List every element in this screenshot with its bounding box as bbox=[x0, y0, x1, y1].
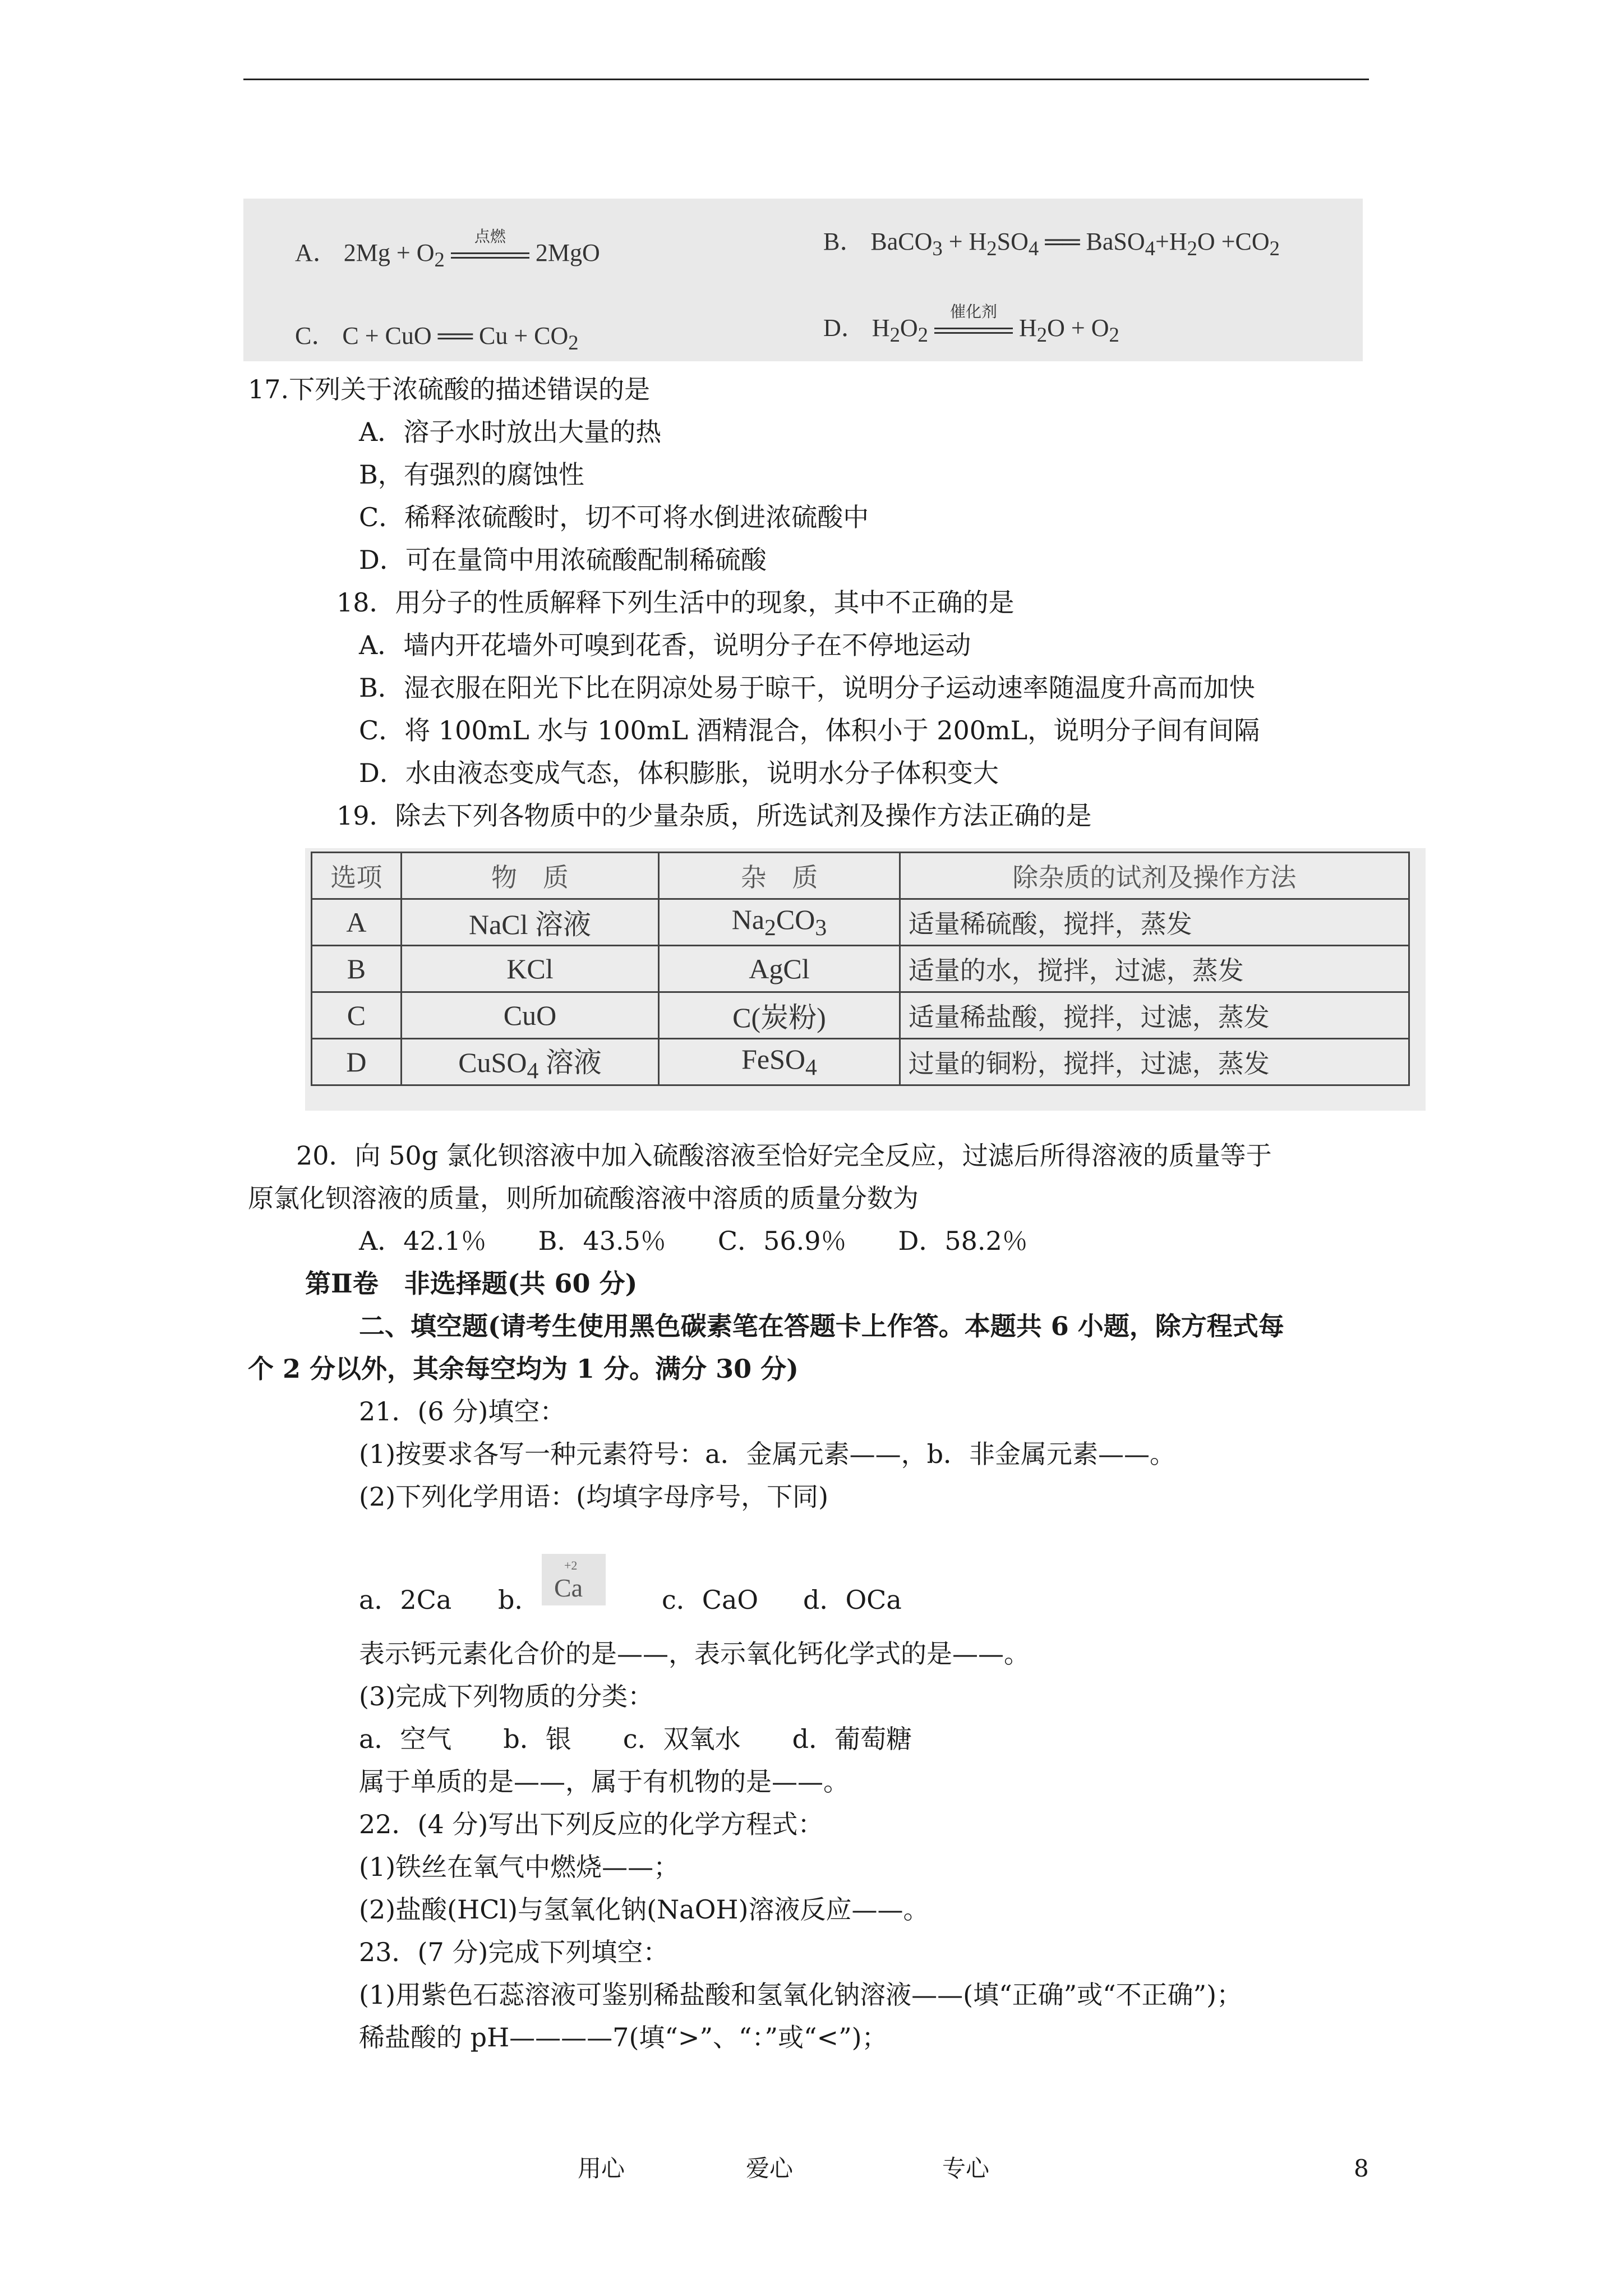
equation-b: B． BaCO$_3$ + $H_2SO_4$ ══ $BaSO_4+H_2O +CO_2$ bbox=[823, 228, 1280, 260]
q21-stem: 21．(6 分)填空： bbox=[359, 1396, 566, 1427]
equation-c: C． C + CuO ══ $Cu + CO_2$ bbox=[295, 322, 579, 354]
q21-option-d: d．OCa bbox=[803, 1585, 902, 1615]
table-cell: 适量稀硫酸，搅拌，蒸发 bbox=[900, 899, 1409, 946]
equation-options-image bbox=[243, 199, 1363, 361]
q20-options: A．42.1％ B．43.5％ C．56.9％ D．58.2％ bbox=[359, 1226, 1028, 1256]
q18-option-d: D．水由液态变成气态，体积膨胀，说明水分子体积变大 bbox=[359, 758, 999, 788]
section-instructions-line1: 二、填空题(请考生使用黑色碳素笔在答题卡上作答。本题共 6 小题，除方程式每 bbox=[359, 1311, 1284, 1341]
equation-c-text: C + CuO ══ $Cu + CO_2$ bbox=[342, 322, 579, 354]
equation-d: D． $H_2O_2$ 催化剂 $H_2O + O_2$ bbox=[823, 307, 1119, 347]
equation-a: A． $2Mg + O_2$ 点燃 2MgO bbox=[295, 232, 600, 272]
q21-part3: (3)完成下列物质的分类： bbox=[359, 1681, 654, 1711]
table-header-cell: 物 质 bbox=[401, 853, 658, 899]
table-cell: AgCl bbox=[659, 946, 900, 992]
q19-table-image bbox=[305, 848, 1426, 1111]
footer-word-2: 爱心 bbox=[746, 2155, 794, 2182]
q21-part3-answer: 属于单质的是——，属于有机物的是——。 bbox=[359, 1766, 849, 1797]
q20-line2: 原氯化钡溶液的质量，则所加硫酸溶液中溶质的质量分数为 bbox=[248, 1183, 919, 1213]
q21-option-c: c．CaO bbox=[662, 1585, 759, 1615]
header-rule bbox=[243, 79, 1369, 80]
q22-stem: 22．(4 分)写出下列反应的化学方程式： bbox=[359, 1809, 824, 1839]
q21-part2-answer: 表示钙元素化合价的是——，表示氧化钙化学式的是——。 bbox=[359, 1639, 1030, 1669]
table-cell: KCl bbox=[401, 946, 658, 992]
equation-a-rhs: 2MgO bbox=[535, 239, 600, 266]
q17-option-d: D．可在量筒中用浓硫酸配制稀硫酸 bbox=[359, 545, 767, 575]
q17-option-a: A．溶子水时放出大量的热 bbox=[359, 417, 662, 447]
q18-stem: 18．用分子的性质解释下列生活中的现象，其中不正确的是 bbox=[336, 587, 1015, 618]
table-row bbox=[312, 992, 1409, 1039]
q22-part1: (1)铁丝在氧气中燃烧——； bbox=[359, 1852, 680, 1882]
q21-part2: (2)下列化学用语：(均填字母序号，下同) bbox=[359, 1481, 829, 1512]
table-header-row bbox=[312, 853, 1409, 899]
footer-word-1: 用心 bbox=[578, 2155, 625, 2182]
equation-d-lhs: $H_2O_2$ bbox=[872, 314, 928, 346]
q18-option-b: B．湿衣服在阳光下比在阴凉处易于晾干，说明分子运动速率随温度升高而加快 bbox=[359, 673, 1255, 703]
equation-a-arrow bbox=[451, 227, 529, 264]
q17-option-c: C．稀释浓硫酸时，切不可将水倒进浓硫酸中 bbox=[359, 502, 869, 532]
table-cell: CuSO$_4$ 溶液 bbox=[401, 1039, 658, 1085]
footer-word-3: 专心 bbox=[942, 2155, 990, 2182]
table-cell: $Na_2CO_3$ bbox=[659, 899, 900, 946]
calcium-symbol: Ca bbox=[554, 1573, 583, 1602]
table-cell: FeSO$_4$ bbox=[659, 1039, 900, 1085]
q20-line1: 20．向 50g 氯化钡溶液中加入硫酸溶液至恰好完全反应，过滤后所得溶液的质量等于 bbox=[296, 1140, 1272, 1171]
q23-stem: 23．(7 分)完成下列填空： bbox=[359, 1937, 669, 1967]
equation-a-condition: 点燃 bbox=[474, 227, 506, 246]
q23-part1: (1)用紫色石蕊溶液可鉴别稀盐酸和氢氧化钠溶液——(填“正确”或“不正确”)； bbox=[359, 1980, 1243, 2010]
q21-option-b: b． bbox=[498, 1585, 541, 1615]
table-header-cell: 除杂质的试剂及操作方法 bbox=[900, 853, 1409, 899]
table-cell: C(炭粉) bbox=[659, 992, 900, 1039]
page-number: 8 bbox=[1354, 2155, 1369, 2182]
table-header-cell: 杂 质 bbox=[659, 853, 900, 899]
table-cell: 适量的水，搅拌，过滤，蒸发 bbox=[900, 946, 1409, 992]
q18-option-c: C．将 100mL 水与 100mL 酒精混合，体积小于 200mL，说明分子间有间隔 bbox=[359, 715, 1260, 746]
q17-stem: 17.下列关于浓硫酸的描述错误的是 bbox=[248, 374, 651, 404]
valence-superscript: +2 bbox=[564, 1558, 578, 1572]
q17-option-b: B，有强烈的腐蚀性 bbox=[359, 459, 584, 490]
q18-option-a: A．墙内开花墙外可嗅到花香，说明分子在不停地运动 bbox=[359, 630, 971, 660]
section-instructions-line2: 个 2 分以外，其余每空均为 1 分。满分 30 分) bbox=[248, 1354, 799, 1384]
table-row bbox=[312, 1039, 1409, 1085]
table-header-cell: 选项 bbox=[312, 853, 402, 899]
q19-table bbox=[311, 852, 1410, 1086]
table-row bbox=[312, 946, 1409, 992]
q19-stem: 19．除去下列各物质中的少量杂质，所选试剂及操作方法正确的是 bbox=[336, 800, 1092, 831]
q21-part3-options: a．空气 b．银 c．双氧水 d．葡萄糖 bbox=[359, 1724, 912, 1754]
table-cell: C bbox=[312, 992, 402, 1039]
equation-b-text: BaCO$_3$ + $H_2SO_4$ ══ $BaSO_4+H_2O +CO_2$ bbox=[870, 228, 1280, 260]
equation-d-arrow bbox=[934, 302, 1013, 339]
table-cell: 适量稀盐酸，搅拌，过滤，蒸发 bbox=[900, 992, 1409, 1039]
q21-option-a: a．2Ca bbox=[359, 1585, 452, 1615]
q21-part1: (1)按要求各写一种元素符号：a．金属元素——，b．非金属元素——。 bbox=[359, 1439, 1176, 1469]
equation-d-condition: 催化剂 bbox=[949, 302, 997, 321]
table-row bbox=[312, 899, 1409, 946]
table-cell: NaCl 溶液 bbox=[401, 899, 658, 946]
q22-part2: (2)盐酸(HCl)与氢氧化钠(NaOH)溶液反应——。 bbox=[359, 1894, 929, 1925]
q23-part2: 稀盐酸的 pH————7(填“>”、“：”或“<”)； bbox=[359, 2022, 888, 2053]
table-cell: CuO bbox=[401, 992, 658, 1039]
part2-title: 第Ⅱ卷 非选择题(共 60 分) bbox=[305, 1268, 638, 1299]
table-cell: A bbox=[312, 899, 402, 946]
equation-a-lhs: $2Mg + O_2$ bbox=[343, 239, 445, 271]
equation-d-rhs: $H_2O + O_2$ bbox=[1019, 314, 1119, 346]
calcium-valence-image bbox=[542, 1554, 606, 1605]
table-cell: D bbox=[312, 1039, 402, 1085]
table-cell: 过量的铜粉，搅拌，过滤，蒸发 bbox=[900, 1039, 1409, 1085]
table-cell: B bbox=[312, 946, 402, 992]
